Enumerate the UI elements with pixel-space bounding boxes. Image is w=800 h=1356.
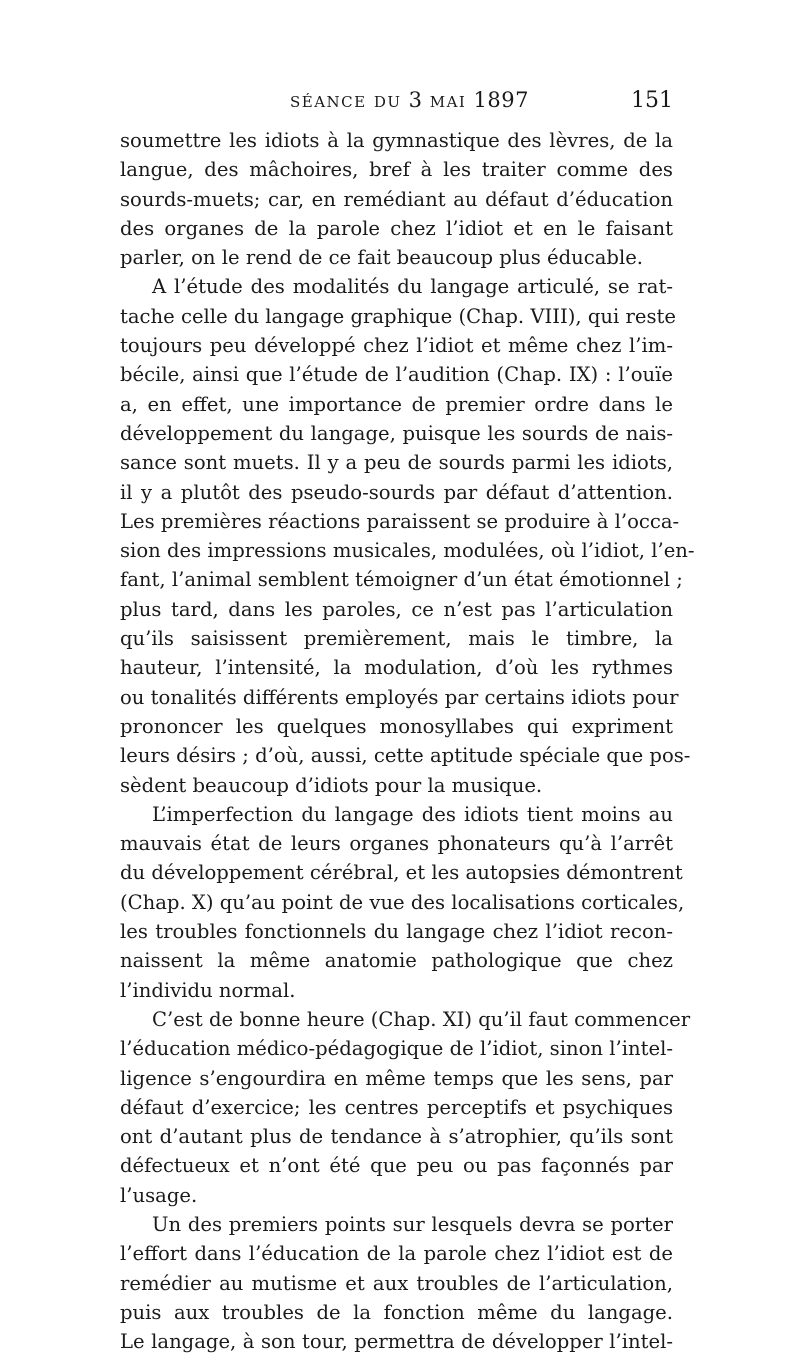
page-number: 151 [631, 88, 673, 113]
running-title [290, 88, 529, 112]
text-line: puis aux troubles de la fonction même du langage. [120, 1300, 673, 1324]
text-line: Un des premiers points sur lesquels devra se porter [152, 1212, 673, 1236]
text-line: l’individu normal. [120, 978, 296, 1002]
text-line: hauteur, l’intensité, la modulation, d’où les rythmes [120, 656, 673, 680]
text-line: leurs désirs ; d’où, aussi, cette aptitude spéciale que pos- [120, 744, 691, 768]
text-line: soumettre les idiots à la gymnastique des lèvres, de la [120, 129, 673, 152]
text-line: défaut d’exercice; les centres perceptifs et psychiques [120, 1095, 673, 1119]
text-line: parler, on le rend de ce fait beaucoup plus éducable. [120, 246, 644, 270]
running-title-month: MAI [429, 93, 467, 111]
text-line: plus tard, dans les paroles, ce n’est pas l’articulation [120, 597, 673, 621]
running-title-day: 3 [408, 88, 423, 112]
text-line: (Chap. X) qu’au point de vue des localisations corticales, [120, 890, 685, 914]
book-page [120, 88, 695, 1356]
text-line: A l’étude des modalités du langage articulé, se rat- [152, 275, 673, 299]
text-line: a, en effet, une importance de premier ordre dans le [120, 392, 673, 416]
text-line: bécile, ainsi que l’étude de l’audition (Chap. IX) : l’ouïe [120, 363, 673, 387]
text-line: toujours peu développé chez l’idiot et même chez l’im- [120, 334, 673, 358]
text-line: C’est de bonne heure (Chap. XI) qu’il faut commencer [152, 1007, 691, 1031]
text-line: tache celle du langage graphique (Chap. VIII), qui reste [120, 304, 677, 328]
text-line: développement du langage, puisque les sourds de nais- [120, 421, 673, 445]
text-line: sance sont muets. Il y a peu de sourds parmi les idiots, [120, 451, 673, 475]
text-line: l’usage. [120, 1183, 198, 1207]
running-title-year: 1897 [473, 88, 529, 112]
text-line: ligence s’engourdira en même temps que les sens, par [120, 1066, 673, 1090]
text-line: ou tonalités différents employés par certains idiots pour [120, 685, 679, 709]
text-line: fant, l’animal semblent témoigner d’un état émotionnel ; [120, 568, 683, 592]
running-title-du: DU [373, 93, 402, 111]
text-line: Le langage, à son tour, permettra de développer l’intel- [120, 1330, 673, 1354]
text-line: qu’ils saisissent premièrement, mais le timbre, la [120, 627, 673, 651]
text-line: sèdent beaucoup d’idiots pour la musique. [120, 773, 543, 797]
text-line: sion des impressions musicales, modulées, où l’idiot, l’en- [120, 539, 695, 563]
text-line: langue, des mâchoires, bref à les traiter comme des [120, 158, 673, 182]
text-line: Les premières réactions paraissent se produire à l’occa- [120, 509, 680, 533]
text-line: des organes de la parole chez l’idiot et en le faisant [120, 216, 673, 240]
text-line: l’éducation médico-pédagogique de l’idiot, sinon l’intel- [120, 1037, 673, 1061]
text-line: défectueux et n’ont été que peu ou pas façonnés par [120, 1154, 673, 1178]
running-title-prefix: SÉANCE [290, 93, 367, 111]
text-line: les troubles fonctionnels du langage chez l’idiot recon- [120, 920, 673, 944]
text-line: ont d’autant plus de tendance à s’atrophier, qu’ils sont [120, 1125, 673, 1149]
text-line: prononcer les quelques monosyllabes qui expriment [120, 714, 673, 738]
text-line: remédier au mutisme et aux troubles de l’articulation, [120, 1271, 673, 1295]
text-line: naissent la même anatomie pathologique que chez [120, 949, 673, 973]
text-line: mauvais état de leurs organes phonateurs qu’à l’arrêt [120, 832, 673, 856]
text-line: l’effort dans l’éducation de la parole chez l’idiot est de [120, 1242, 673, 1266]
page-header [120, 88, 673, 126]
body-text [120, 126, 695, 1356]
text-line: sourds-muets; car, en remédiant au défaut d’éducation [120, 187, 673, 211]
text-line: il y a plutôt des pseudo-sourds par défaut d’attention. [120, 480, 673, 504]
text-line: L’imperfection du langage des idiots tient moins au [152, 802, 673, 826]
text-line: du développement cérébral, et les autopsies démontrent [120, 861, 683, 885]
